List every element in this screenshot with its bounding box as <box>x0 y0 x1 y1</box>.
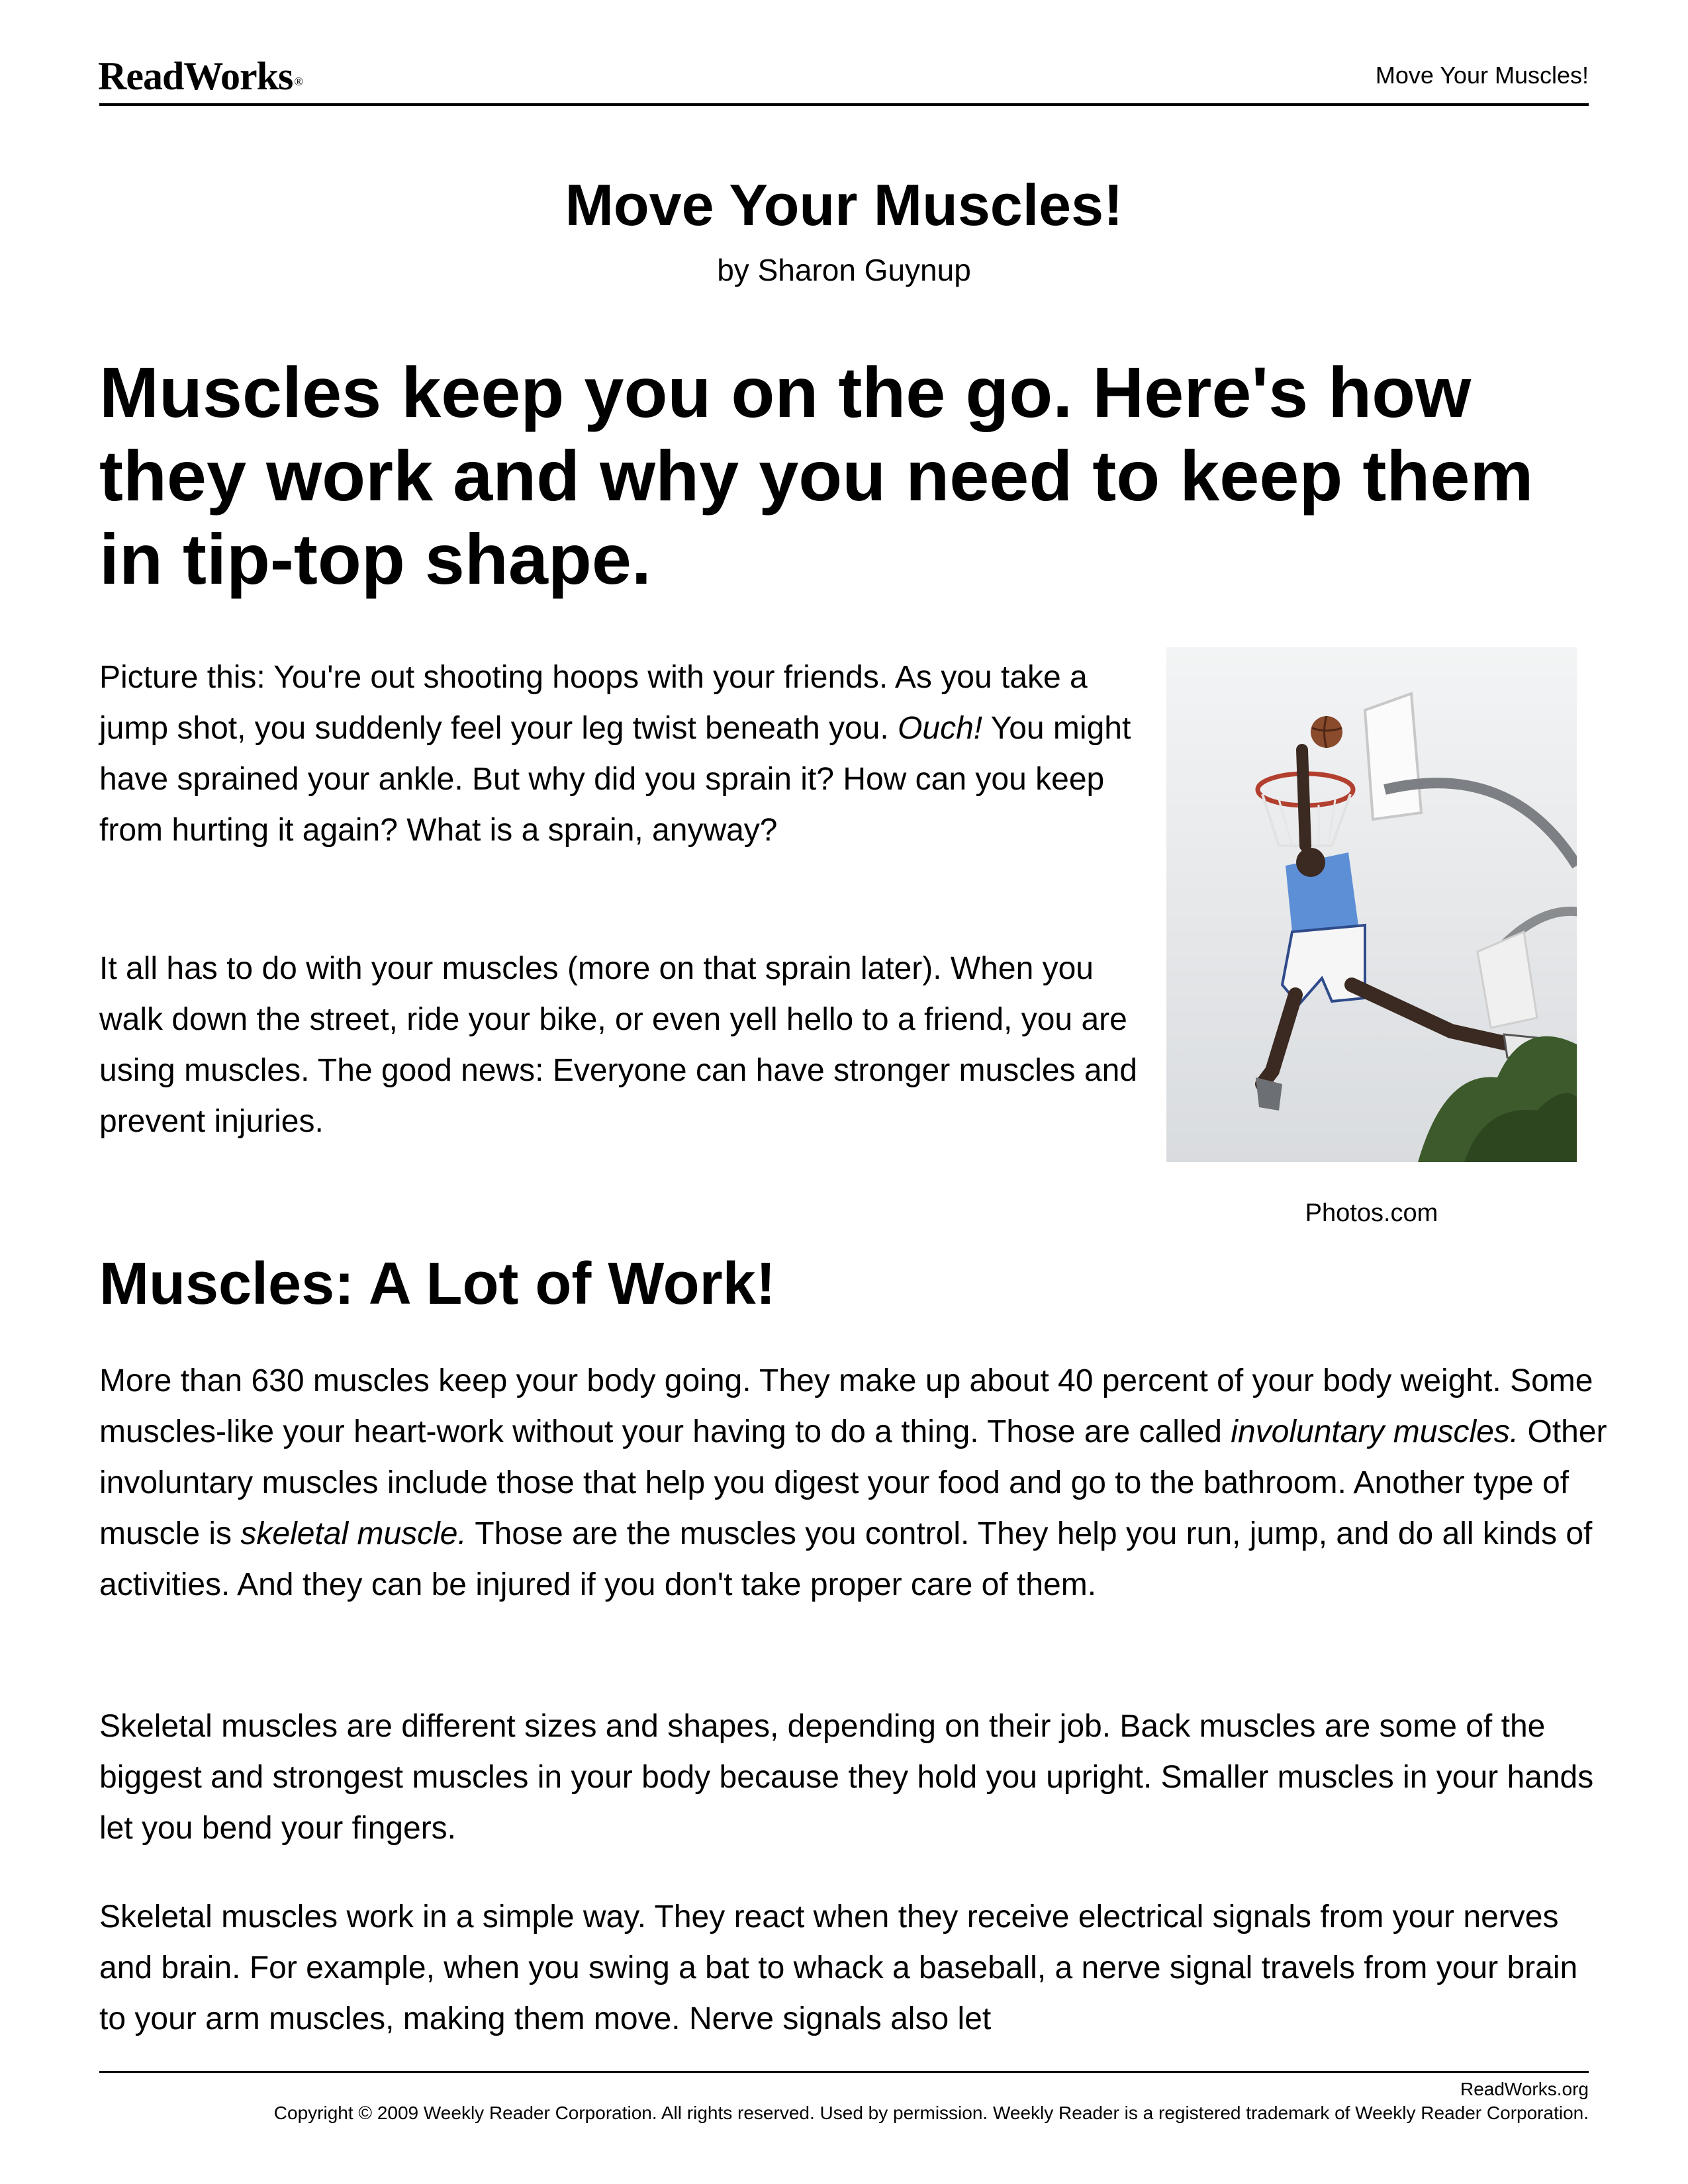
footer-copyright: Copyright © 2009 Weekly Reader Corporation. All rights reserved. Used by permission. Weekly Reader is a registered trademark of Weekly Reader Corporation. <box>273 2103 1589 2123</box>
p3-text-c: Those are the muscles you control. They help you run, jump, and do all kinds of activities. And they can be injured if you don't take proper care of them. <box>99 1516 1593 1602</box>
paragraph-3 <box>99 1355 1609 1610</box>
logo-text: ReadWorks <box>98 54 293 98</box>
basketball-photo <box>1166 647 1577 1162</box>
registered-mark: ® <box>294 75 303 88</box>
basketball-dunk-illustration <box>1166 647 1577 1162</box>
header-title: Move Your Muscles! <box>1375 62 1589 89</box>
readworks-logo <box>98 53 303 99</box>
paragraph-4: Skeletal muscles are different sizes and shapes, depending on their job. Back muscles are some of the biggest and strongest muscles in your body because they hold you upright. Smaller muscles in your hands let you bend your fingers. <box>99 1709 1594 1846</box>
header-divider <box>99 103 1589 106</box>
article-byline: by Sharon Guynup <box>717 253 971 287</box>
p3-emphasis-1: involuntary muscles. <box>1231 1414 1519 1449</box>
p1-emphasis: Ouch! <box>898 711 983 746</box>
footer-divider <box>99 2071 1589 2073</box>
paragraph-2: It all has to do with your muscles (more on that sprain later). When you walk down the street, ride your bike, or even yell hello to a friend, you are using muscles. The good news: Everyone can have stronger muscles and prevent injuries. <box>99 951 1137 1139</box>
article-subtitle: Muscles keep you on the go. Here's how they work and why you need to keep them in tip-top shape. <box>99 352 1534 599</box>
photo-caption: Photos.com <box>1305 1199 1438 1227</box>
p1-text-b: You might have sprained your ankle. But why did you sprain it? How can you keep from hurting it again? What is a sprain, anyway? <box>99 711 1131 848</box>
paragraph-1 <box>99 652 1145 856</box>
p3-text-a: More than 630 muscles keep your body going. They make up about 40 percent of your body weight. Some muscles-like your heart-work without your having to do a thing. Those are called <box>99 1363 1593 1449</box>
p3-emphasis-2: skeletal muscle. <box>240 1516 467 1551</box>
article-title: Move Your Muscles! <box>565 172 1123 238</box>
p3-text-b: Other involuntary muscles include those that help you digest your food and go to the bathroom. Another type of muscle is <box>99 1414 1607 1551</box>
p1-text-a: Picture this: You're out shooting hoops with your friends. As you take a jump shot, you suddenly feel your leg twist beneath you. <box>99 660 1088 746</box>
section-heading: Muscles: A Lot of Work! <box>99 1251 776 1317</box>
footer-site: ReadWorks.org <box>1460 2079 1589 2099</box>
paragraph-5: Skeletal muscles work in a simple way. They react when they receive electrical signals from your nerves and brain. For example, when you swing a bat to whack a baseball, a nerve signal travels from your brain to your arm muscles, making them move. Nerve signals also let <box>99 1899 1578 2036</box>
